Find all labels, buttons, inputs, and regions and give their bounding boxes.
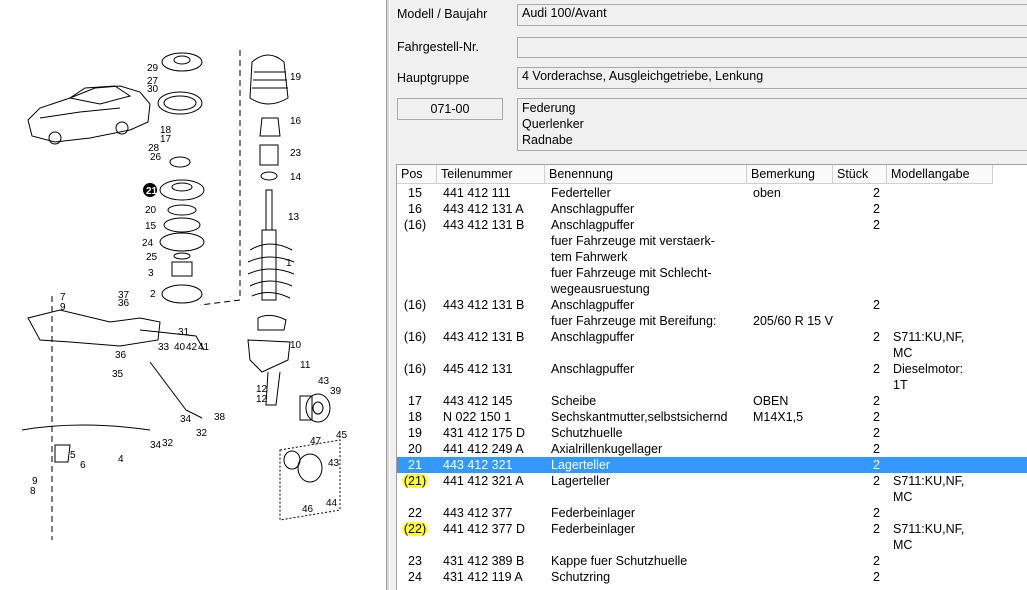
callout-2[interactable]: 2 (150, 289, 156, 300)
cell-part-number: 443 412 377 (443, 506, 513, 520)
cell-part-number: 431 412 119 A (443, 570, 523, 584)
cell-pos: 19 (408, 426, 422, 440)
cell-part-number: 443 412 131 B (443, 218, 525, 232)
cell-remark: M14X1,5 (753, 410, 804, 424)
svg-text:21: 21 (146, 186, 158, 197)
callout-44[interactable]: 44 (326, 498, 338, 509)
cell-name: fuer Fahrzeuge mit Bereifung: (551, 314, 717, 328)
cell-pos: 23 (408, 554, 422, 568)
cell-name: tem Fahrwerk (551, 250, 628, 264)
cell-name: Federbeinlager (551, 522, 636, 536)
cell-qty: 2 (873, 506, 880, 520)
parts-panel (390, 0, 1027, 590)
callout-23[interactable]: 23 (290, 148, 302, 159)
table-row[interactable] (397, 361, 1027, 393)
callout-30[interactable]: 30 (147, 84, 159, 95)
cell-pos: 24 (408, 570, 422, 584)
callout-43[interactable]: 43 (318, 376, 330, 387)
cell-part-number: 443 412 131 A (443, 202, 524, 216)
callout-36[interactable]: 36 (118, 298, 130, 309)
cell-name: fuer Fahrzeuge mit verstaerk- (551, 234, 715, 248)
table-row[interactable] (397, 505, 1027, 521)
cell-part-number: 445 412 131 (443, 362, 513, 376)
cell-qty: 2 (873, 474, 880, 488)
subgroup-description (517, 98, 1027, 151)
callout-34[interactable]: 34 (150, 440, 162, 451)
cell-pos: (16) (403, 298, 427, 312)
model-label: Modell / Baujahr (397, 7, 488, 21)
cell-name: Anschlagpuffer (551, 218, 635, 232)
callout-13[interactable]: 13 (288, 212, 300, 223)
chassis-field[interactable] (517, 37, 1027, 58)
callout-25[interactable]: 25 (146, 252, 158, 263)
callout-37[interactable]: 37 (118, 290, 130, 301)
cell-name: Schutzhuelle (551, 426, 623, 440)
cell-remark: OBEN (753, 394, 789, 408)
table-row[interactable] (397, 201, 1027, 217)
callout-19[interactable]: 19 (290, 72, 302, 83)
cell-name: Lagerteller (551, 458, 611, 472)
callout-46[interactable]: 46 (302, 504, 314, 515)
cell-model: S711:KU,NF, (893, 330, 965, 344)
cell-part-number: 431 412 389 B (443, 554, 525, 568)
column-header-model[interactable]: Modellangabe (887, 165, 993, 184)
callout-8[interactable]: 8 (30, 486, 36, 497)
cell-qty: 2 (873, 362, 880, 376)
callout-24[interactable]: 24 (142, 238, 154, 249)
cell-name: Axialrillenkugellager (551, 442, 663, 456)
cell-name: Federteller (551, 186, 611, 200)
cell-model: MC (893, 490, 913, 504)
callout-17[interactable]: 17 (160, 134, 172, 145)
column-header-part-number[interactable]: Teilenummer (437, 165, 545, 184)
callout-9[interactable]: 9 (60, 302, 66, 313)
callout-42[interactable]: 42 (186, 342, 198, 353)
cell-qty: 2 (873, 394, 880, 408)
cell-name: Lagerteller (551, 474, 611, 488)
callout-12[interactable]: 12 (256, 384, 268, 395)
callout-11[interactable]: 11 (300, 360, 311, 371)
callout-14[interactable]: 14 (290, 172, 302, 183)
callout-40[interactable]: 40 (174, 342, 186, 353)
cell-part-number: 441 412 249 A (443, 442, 524, 456)
exploded-view-drawing (0, 0, 386, 590)
table-row[interactable] (397, 217, 1027, 297)
callout-20[interactable]: 20 (145, 205, 157, 216)
cell-qty: 2 (873, 186, 880, 200)
cell-pos (397, 521, 433, 537)
cell-pos: 18 (408, 410, 422, 424)
callout-15[interactable]: 15 (145, 221, 157, 232)
chassis-label: Fahrgestell-Nr. (397, 40, 479, 54)
table-row[interactable] (397, 441, 1027, 457)
callout-34[interactable]: 34 (180, 414, 192, 425)
callout-1[interactable]: 1 (286, 258, 292, 269)
callout-41[interactable]: 41 (198, 342, 210, 353)
subgroup-code[interactable]: 071-00 (397, 98, 503, 120)
cell-name: Anschlagpuffer (551, 202, 635, 216)
cell-name: wegeausruestung (551, 282, 650, 296)
cell-part-number: 441 412 111 (443, 186, 511, 200)
callout-32[interactable]: 32 (162, 438, 174, 449)
cell-pos: 20 (408, 442, 422, 456)
cell-qty: 2 (873, 218, 880, 232)
cell-qty: 2 (873, 570, 880, 584)
cell-part-number: 431 412 175 D (443, 426, 526, 440)
callout-7[interactable]: 7 (60, 292, 66, 303)
group-field[interactable]: 4 Vorderachse, Ausgleichgetriebe, Lenkung (517, 67, 1027, 89)
callout-38[interactable]: 38 (214, 412, 226, 423)
table-header (397, 165, 1027, 184)
parts-diagram[interactable] (0, 0, 386, 590)
callout-36[interactable]: 36 (115, 350, 127, 361)
callout-26[interactable]: 26 (150, 152, 162, 163)
callout-27[interactable]: 27 (147, 76, 159, 87)
table-row[interactable] (397, 393, 1027, 409)
callout-45[interactable]: 45 (336, 430, 348, 441)
cell-qty: 2 (873, 330, 880, 344)
cell-pos: (16) (403, 218, 427, 232)
cell-name: Federbeinlager (551, 506, 636, 520)
cell-pos: (16) (403, 362, 427, 376)
column-header-pos[interactable]: Pos (397, 165, 437, 184)
cell-model: MC (893, 346, 913, 360)
cell-model: S711:KU,NF, (893, 474, 965, 488)
table-row[interactable] (397, 553, 1027, 569)
cell-model: 1T (893, 378, 908, 392)
table-row[interactable] (397, 457, 1027, 473)
cell-name: Schutzring (551, 570, 611, 584)
table-row[interactable] (397, 409, 1027, 425)
cell-pos: 21 (408, 458, 422, 472)
callout-47[interactable]: 47 (310, 436, 322, 447)
cell-part-number: 441 412 377 D (443, 522, 526, 536)
callout-28[interactable]: 28 (148, 143, 160, 154)
cell-qty: 2 (873, 522, 880, 536)
cell-pos: 17 (408, 394, 422, 408)
cell-model: Dieselmotor: (893, 362, 964, 376)
callout-6[interactable]: 6 (80, 460, 86, 471)
callout-10[interactable]: 10 (290, 340, 302, 351)
column-header-remark[interactable]: Bemerkung (747, 165, 833, 184)
table-row[interactable] (397, 569, 1027, 585)
callout-16[interactable]: 16 (290, 116, 302, 127)
callout-5[interactable]: 5 (70, 450, 76, 461)
highlight-marker: (21) (403, 474, 427, 488)
callout-4[interactable]: 4 (118, 454, 124, 465)
model-field[interactable]: Audi 100/Avant (517, 4, 1027, 26)
cell-name: Scheibe (551, 394, 597, 408)
cell-qty: 2 (873, 458, 880, 472)
cell-qty: 2 (873, 298, 880, 312)
cell-name: Anschlagpuffer (551, 362, 635, 376)
callout-29[interactable]: 29 (147, 63, 159, 74)
table-row[interactable] (397, 297, 1027, 329)
cell-pos (397, 473, 433, 489)
cell-name: fuer Fahrzeuge mit Schlecht- (551, 266, 712, 280)
cell-name: Sechskantmutter,selbstsichernd (551, 410, 728, 424)
parts-table[interactable] (396, 164, 1027, 590)
subgroup-line: Querlenker (522, 117, 584, 131)
cell-model: MC (893, 538, 913, 552)
cell-pos: 16 (408, 202, 422, 216)
callout-32[interactable]: 32 (196, 428, 208, 439)
table-row[interactable] (397, 521, 1027, 553)
cell-name: Anschlagpuffer (551, 330, 635, 344)
column-header-name[interactable]: Benennung (545, 165, 747, 184)
cell-pos: (16) (403, 330, 427, 344)
cell-name: Anschlagpuffer (551, 298, 635, 312)
cell-qty: 2 (873, 554, 880, 568)
callout-43[interactable]: 43 (328, 458, 340, 469)
cell-part-number: N 022 150 1 (443, 410, 512, 424)
cell-qty: 2 (873, 202, 880, 216)
callout-3[interactable]: 3 (148, 268, 154, 279)
cell-part-number: 443 412 131 B (443, 298, 525, 312)
subgroup-line: Federung (522, 101, 576, 115)
cell-pos: 22 (408, 506, 422, 520)
callout-31[interactable]: 31 (178, 327, 190, 338)
cell-name: Kappe fuer Schutzhuelle (551, 554, 688, 568)
cell-part-number: 443 412 131 B (443, 330, 525, 344)
callout-33[interactable]: 33 (158, 342, 170, 353)
subgroup-line: Radnabe (522, 133, 573, 147)
callout-12[interactable]: 12 (256, 394, 268, 405)
callout-18[interactable]: 18 (160, 125, 172, 136)
cell-part-number: 443 412 145 (443, 394, 513, 408)
table-row[interactable] (397, 185, 1027, 201)
highlight-marker: (22) (403, 522, 427, 536)
cell-part-number: 441 412 321 A (443, 474, 524, 488)
cell-remark: oben (753, 186, 781, 200)
group-label: Hauptgruppe (397, 71, 470, 85)
callout-9[interactable]: 9 (32, 476, 38, 487)
callout-39[interactable]: 39 (330, 386, 342, 397)
cell-qty: 2 (873, 426, 880, 440)
cell-qty: 2 (873, 442, 880, 456)
table-row[interactable] (397, 425, 1027, 441)
callout-35[interactable]: 35 (112, 369, 124, 380)
cell-qty: 2 (873, 410, 880, 424)
column-header-qty[interactable]: Stück (833, 165, 887, 184)
cell-model: S711:KU,NF, (893, 522, 965, 536)
cell-remark: 205/60 R 15 V (753, 314, 833, 328)
table-row[interactable] (397, 473, 1027, 505)
table-row[interactable] (397, 329, 1027, 361)
cell-part-number: 443 412 321 (443, 458, 513, 472)
cell-pos: 15 (408, 186, 422, 200)
